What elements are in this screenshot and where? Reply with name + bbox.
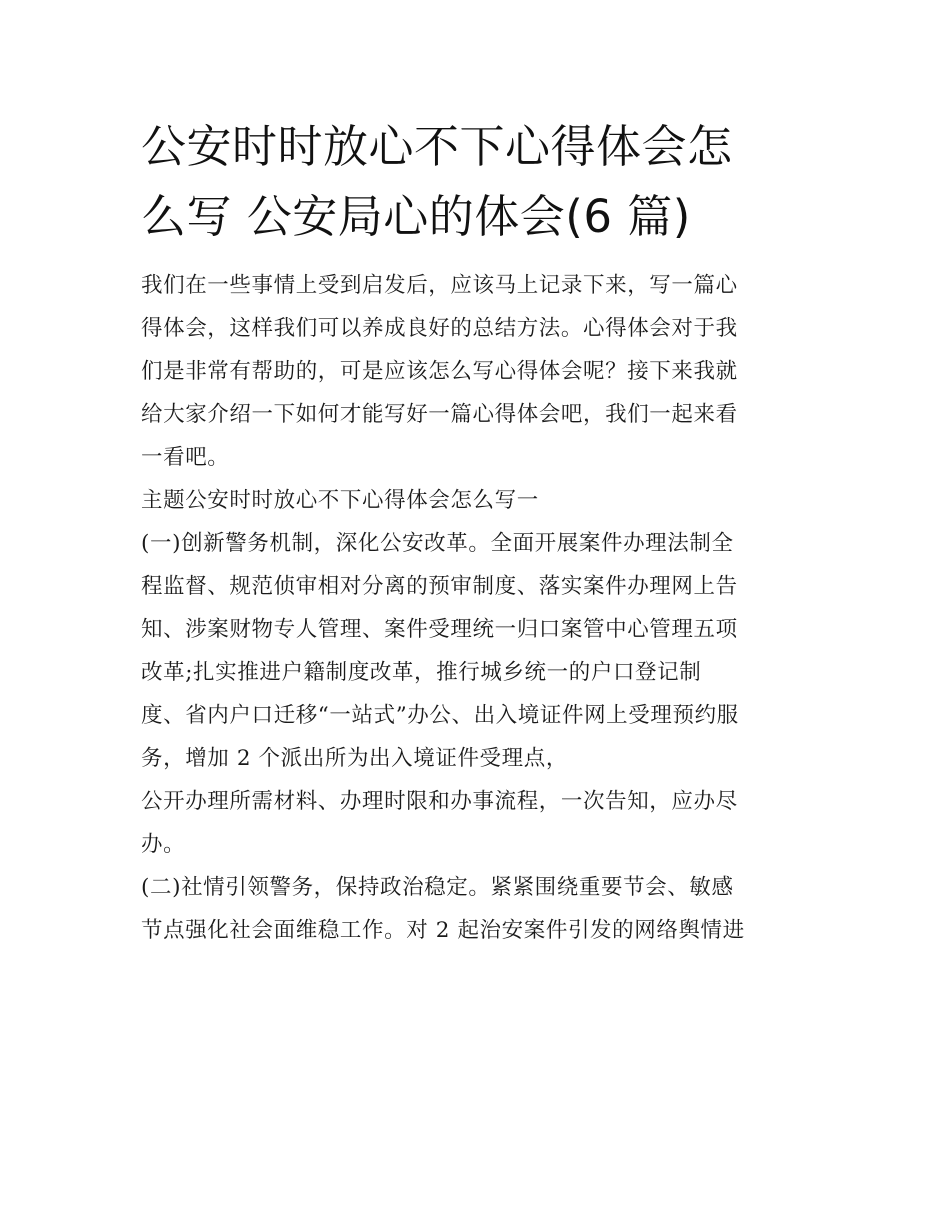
paragraph-line: 改革;扎实推进户籍制度改革，推行城乡统一的户口登记制 [141,660,702,685]
section-heading [141,479,811,522]
title-line: 么写 公安局心的体会(6 篇) [141,190,691,243]
title-line: 公安时时放心不下心得体会怎 [141,120,733,173]
paragraph-line: 一看吧。 [141,445,230,470]
paragraph-line: 我们在一些事情上受到启发后，应该马上记录下来，写一篇心 [141,273,738,298]
document-body [141,264,811,952]
paragraph-line: 知、涉案财物专人管理、案件受理统一归口案管中心管理五项 [141,617,738,642]
paragraph-line: (一)创新警务机制，深化公安改革。全面开展案件办理法制全 [141,531,734,556]
paragraph-line: 节点强化社会面维稳工作。对 2 起治安案件引发的网络舆情进 [141,918,745,943]
paragraph-line: 办。 [141,832,186,857]
section-one-paragraph [141,522,811,866]
paragraph-line: 公开办理所需材料、办理时限和办事流程，一次告知，应办尽 [141,789,738,814]
paragraph-line: (二)社情引领警务，保持政治稳定。紧紧围绕重要节会、敏感 [141,875,734,900]
paragraph-line: 得体会，这样我们可以养成良好的总结方法。心得体会对于我 [141,316,738,341]
intro-paragraph [141,264,811,479]
paragraph-line: 给大家介绍一下如何才能写好一篇心得体会吧，我们一起来看 [141,402,738,427]
paragraph-line: 度、省内户口迁移“一站式”办公、出入境证件网上受理预约服 [141,703,739,728]
paragraph-line: 程监督、规范侦审相对分离的预审制度、落实案件办理网上告 [141,574,738,599]
paragraph-line: 们是非常有帮助的，可是应该怎么写心得体会呢？接下来我就 [141,359,738,384]
document-content [141,112,811,952]
section-two-paragraph [141,866,811,952]
document-title [141,112,811,252]
section-heading-text: 主题公安时时放心不下心得体会怎么写一 [141,488,539,513]
paragraph-line: 务，增加 2 个派出所为出入境证件受理点， [141,746,568,771]
